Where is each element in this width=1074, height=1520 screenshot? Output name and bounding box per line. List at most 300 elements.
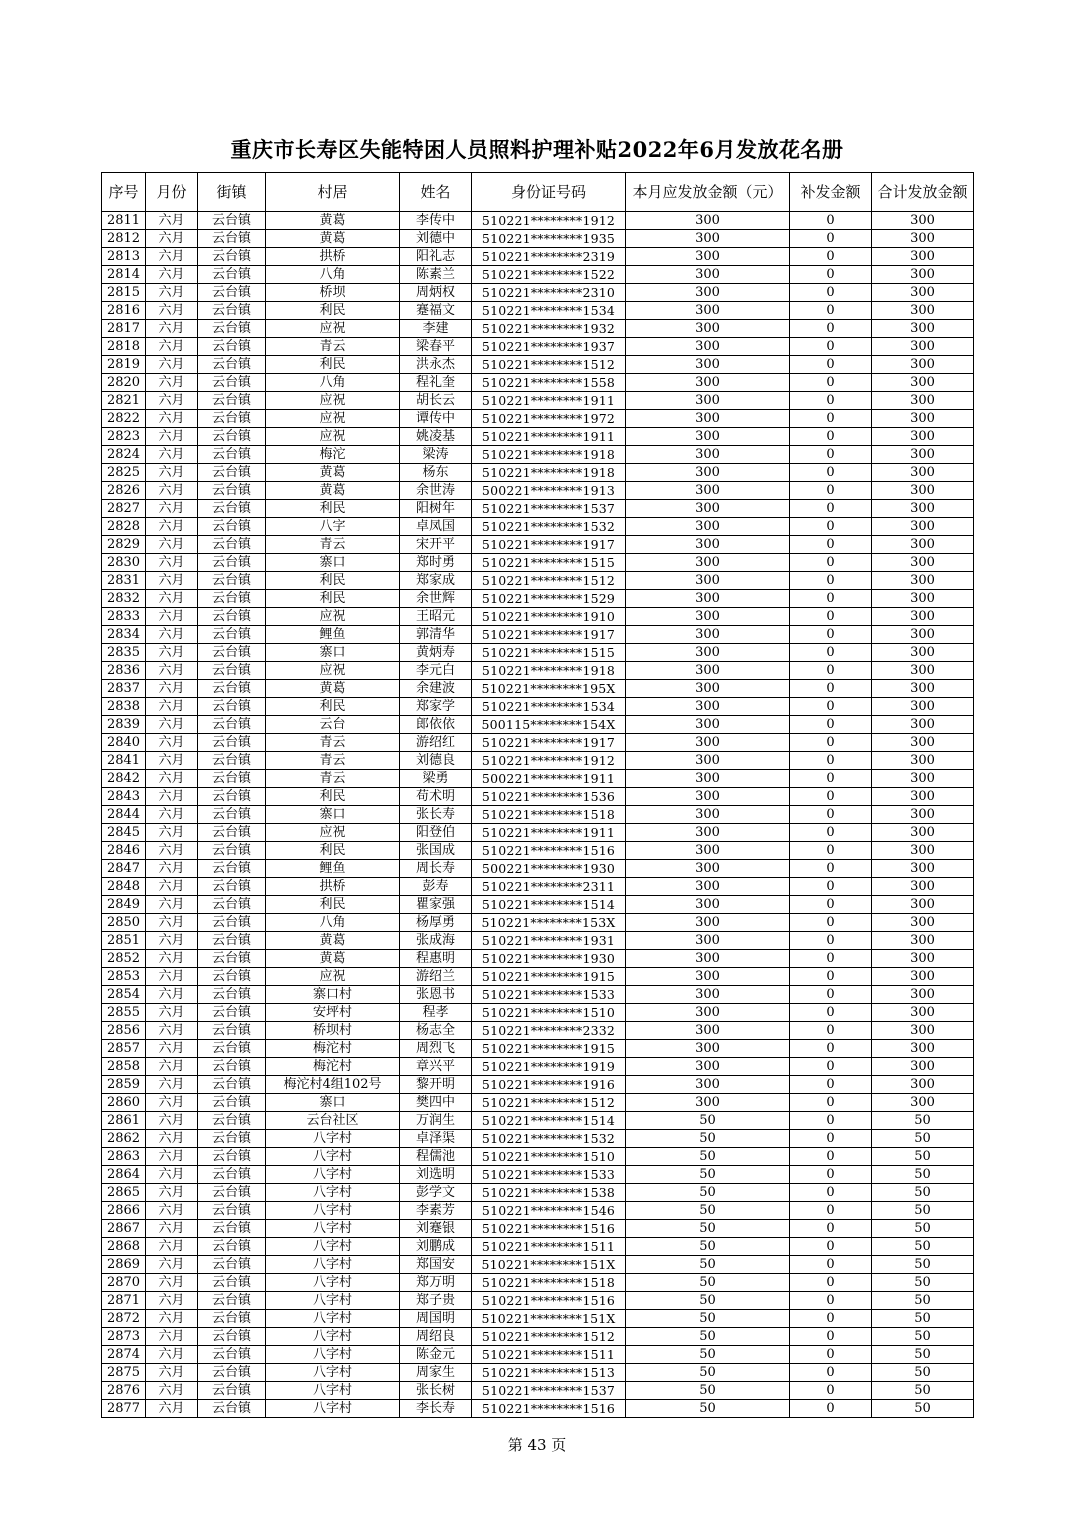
name-cell: 阳礼志 <box>400 248 472 266</box>
reissue-amount-cell: 0 <box>790 626 872 644</box>
village-cell: 八角 <box>266 914 400 932</box>
table-row <box>102 446 974 464</box>
town-cell: 云台镇 <box>198 212 266 230</box>
reissue-amount-cell: 0 <box>790 914 872 932</box>
table-row <box>102 266 974 284</box>
town-cell: 云台镇 <box>198 428 266 446</box>
id-number-cell: 510221********1515 <box>472 644 626 662</box>
reissue-amount-cell: 0 <box>790 770 872 788</box>
total-amount-cell: 300 <box>872 464 974 482</box>
name-cell: 周国明 <box>400 1310 472 1328</box>
due-amount-cell: 300 <box>626 950 790 968</box>
town-cell: 云台镇 <box>198 1328 266 1346</box>
id-number-cell: 510221********2310 <box>472 284 626 302</box>
table-row <box>102 1148 974 1166</box>
seq-cell: 2840 <box>102 734 146 752</box>
total-amount-cell: 300 <box>872 230 974 248</box>
id-number-cell: 510221********1911 <box>472 824 626 842</box>
id-number-cell: 510221********195X <box>472 680 626 698</box>
id-number-cell: 510221********1513 <box>472 1364 626 1382</box>
seq-cell: 2868 <box>102 1238 146 1256</box>
month-cell: 六月 <box>146 1022 198 1040</box>
table-row <box>102 608 974 626</box>
due-amount-cell: 300 <box>626 392 790 410</box>
seq-cell: 2825 <box>102 464 146 482</box>
town-cell: 云台镇 <box>198 842 266 860</box>
village-cell: 青云 <box>266 770 400 788</box>
total-amount-cell: 300 <box>872 1040 974 1058</box>
reissue-amount-cell: 0 <box>790 482 872 500</box>
id-number-cell: 510221********1935 <box>472 230 626 248</box>
seq-cell: 2847 <box>102 860 146 878</box>
reissue-amount-cell: 0 <box>790 878 872 896</box>
reissue-amount-cell: 0 <box>790 1256 872 1274</box>
due-amount-cell: 300 <box>626 320 790 338</box>
table-row <box>102 1058 974 1076</box>
month-cell: 六月 <box>146 536 198 554</box>
total-amount-cell: 300 <box>872 680 974 698</box>
town-cell: 云台镇 <box>198 914 266 932</box>
name-cell: 张国成 <box>400 842 472 860</box>
village-cell: 应祝 <box>266 320 400 338</box>
total-amount-cell: 300 <box>872 500 974 518</box>
reissue-amount-cell: 0 <box>790 932 872 950</box>
due-amount-cell: 300 <box>626 410 790 428</box>
village-cell: 利民 <box>266 356 400 374</box>
month-cell: 六月 <box>146 806 198 824</box>
total-amount-cell: 50 <box>872 1400 974 1418</box>
table-row <box>102 932 974 950</box>
village-cell: 黄葛 <box>266 212 400 230</box>
seq-cell: 2831 <box>102 572 146 590</box>
name-cell: 梁春平 <box>400 338 472 356</box>
due-amount-cell: 300 <box>626 878 790 896</box>
village-cell: 桥坝村 <box>266 1022 400 1040</box>
month-cell: 六月 <box>146 968 198 986</box>
due-amount-cell: 300 <box>626 968 790 986</box>
seq-cell: 2862 <box>102 1130 146 1148</box>
col-header-reissue-amount: 补发金额 <box>790 173 872 212</box>
village-cell: 寨口 <box>266 1094 400 1112</box>
total-amount-cell: 300 <box>872 428 974 446</box>
reissue-amount-cell: 0 <box>790 1022 872 1040</box>
month-cell: 六月 <box>146 212 198 230</box>
town-cell: 云台镇 <box>198 230 266 248</box>
table-row <box>102 392 974 410</box>
table-row <box>102 302 974 320</box>
total-amount-cell: 50 <box>872 1184 974 1202</box>
id-number-cell: 510221********1972 <box>472 410 626 428</box>
name-cell: 彭寿 <box>400 878 472 896</box>
due-amount-cell: 300 <box>626 806 790 824</box>
village-cell: 八字村 <box>266 1148 400 1166</box>
town-cell: 云台镇 <box>198 374 266 392</box>
due-amount-cell: 50 <box>626 1148 790 1166</box>
total-amount-cell: 300 <box>872 896 974 914</box>
seq-cell: 2855 <box>102 1004 146 1022</box>
due-amount-cell: 50 <box>626 1346 790 1364</box>
village-cell: 鲤鱼 <box>266 626 400 644</box>
month-cell: 六月 <box>146 1058 198 1076</box>
village-cell: 应祝 <box>266 824 400 842</box>
seq-cell: 2845 <box>102 824 146 842</box>
seq-cell: 2813 <box>102 248 146 266</box>
table-row <box>102 518 974 536</box>
name-cell: 周绍良 <box>400 1328 472 1346</box>
name-cell: 宋开平 <box>400 536 472 554</box>
table-row <box>102 1238 974 1256</box>
village-cell: 八字村 <box>266 1256 400 1274</box>
month-cell: 六月 <box>146 446 198 464</box>
table-body <box>102 212 974 1418</box>
name-cell: 余世涛 <box>400 482 472 500</box>
id-number-cell: 500221********1911 <box>472 770 626 788</box>
reissue-amount-cell: 0 <box>790 806 872 824</box>
town-cell: 云台镇 <box>198 626 266 644</box>
town-cell: 云台镇 <box>198 1184 266 1202</box>
seq-cell: 2842 <box>102 770 146 788</box>
name-cell: 王昭元 <box>400 608 472 626</box>
month-cell: 六月 <box>146 680 198 698</box>
month-cell: 六月 <box>146 248 198 266</box>
table-row <box>102 968 974 986</box>
reissue-amount-cell: 0 <box>790 662 872 680</box>
due-amount-cell: 300 <box>626 608 790 626</box>
month-cell: 六月 <box>146 518 198 536</box>
town-cell: 云台镇 <box>198 1094 266 1112</box>
table-row <box>102 410 974 428</box>
table-row <box>102 842 974 860</box>
name-cell: 刘德良 <box>400 752 472 770</box>
col-header-seq: 序号 <box>102 173 146 212</box>
due-amount-cell: 300 <box>626 842 790 860</box>
reissue-amount-cell: 0 <box>790 356 872 374</box>
town-cell: 云台镇 <box>198 446 266 464</box>
village-cell: 云台 <box>266 716 400 734</box>
total-amount-cell: 300 <box>872 860 974 878</box>
town-cell: 云台镇 <box>198 572 266 590</box>
village-cell: 利民 <box>266 842 400 860</box>
table-row <box>102 878 974 896</box>
village-cell: 八字村 <box>266 1274 400 1292</box>
village-cell: 八字村 <box>266 1166 400 1184</box>
month-cell: 六月 <box>146 1220 198 1238</box>
reissue-amount-cell: 0 <box>790 752 872 770</box>
due-amount-cell: 50 <box>626 1256 790 1274</box>
due-amount-cell: 50 <box>626 1292 790 1310</box>
total-amount-cell: 300 <box>872 950 974 968</box>
total-amount-cell: 300 <box>872 536 974 554</box>
table-row <box>102 536 974 554</box>
page-number: 第 43 页 <box>507 1436 567 1454</box>
town-cell: 云台镇 <box>198 1166 266 1184</box>
village-cell: 利民 <box>266 500 400 518</box>
name-cell: 程儒池 <box>400 1148 472 1166</box>
total-amount-cell: 300 <box>872 788 974 806</box>
seq-cell: 2843 <box>102 788 146 806</box>
total-amount-cell: 300 <box>872 932 974 950</box>
total-amount-cell: 300 <box>872 968 974 986</box>
month-cell: 六月 <box>146 986 198 1004</box>
id-number-cell: 510221********1533 <box>472 986 626 1004</box>
total-amount-cell: 50 <box>872 1148 974 1166</box>
due-amount-cell: 300 <box>626 212 790 230</box>
seq-cell: 2823 <box>102 428 146 446</box>
seq-cell: 2876 <box>102 1382 146 1400</box>
seq-cell: 2848 <box>102 878 146 896</box>
total-amount-cell: 300 <box>872 302 974 320</box>
id-number-cell: 510221********1918 <box>472 662 626 680</box>
name-cell: 张恩书 <box>400 986 472 1004</box>
total-amount-cell: 300 <box>872 590 974 608</box>
seq-cell: 2860 <box>102 1094 146 1112</box>
table-row <box>102 698 974 716</box>
table-row <box>102 770 974 788</box>
name-cell: 杨志全 <box>400 1022 472 1040</box>
seq-cell: 2849 <box>102 896 146 914</box>
reissue-amount-cell: 0 <box>790 1130 872 1148</box>
name-cell: 李素芳 <box>400 1202 472 1220</box>
reissue-amount-cell: 0 <box>790 716 872 734</box>
due-amount-cell: 300 <box>626 536 790 554</box>
reissue-amount-cell: 0 <box>790 860 872 878</box>
month-cell: 六月 <box>146 1328 198 1346</box>
table-row <box>102 788 974 806</box>
town-cell: 云台镇 <box>198 896 266 914</box>
month-cell: 六月 <box>146 1148 198 1166</box>
seq-cell: 2861 <box>102 1112 146 1130</box>
table-row <box>102 752 974 770</box>
name-cell: 余建波 <box>400 680 472 698</box>
village-cell: 安坪村 <box>266 1004 400 1022</box>
id-number-cell: 510221********1518 <box>472 806 626 824</box>
table-row <box>102 1310 974 1328</box>
month-cell: 六月 <box>146 1166 198 1184</box>
due-amount-cell: 300 <box>626 662 790 680</box>
month-cell: 六月 <box>146 842 198 860</box>
town-cell: 云台镇 <box>198 1130 266 1148</box>
total-amount-cell: 50 <box>872 1220 974 1238</box>
table-row <box>102 554 974 572</box>
reissue-amount-cell: 0 <box>790 590 872 608</box>
town-cell: 云台镇 <box>198 752 266 770</box>
due-amount-cell: 50 <box>626 1112 790 1130</box>
name-cell: 章兴平 <box>400 1058 472 1076</box>
month-cell: 六月 <box>146 338 198 356</box>
due-amount-cell: 300 <box>626 1040 790 1058</box>
reissue-amount-cell: 0 <box>790 1382 872 1400</box>
total-amount-cell: 50 <box>872 1112 974 1130</box>
table-row <box>102 680 974 698</box>
month-cell: 六月 <box>146 1364 198 1382</box>
table-row <box>102 1256 974 1274</box>
reissue-amount-cell: 0 <box>790 1058 872 1076</box>
id-number-cell: 510221********1522 <box>472 266 626 284</box>
name-cell: 胡长云 <box>400 392 472 410</box>
month-cell: 六月 <box>146 860 198 878</box>
seq-cell: 2841 <box>102 752 146 770</box>
id-number-cell: 510221********1515 <box>472 554 626 572</box>
town-cell: 云台镇 <box>198 266 266 284</box>
id-number-cell: 510221********1558 <box>472 374 626 392</box>
town-cell: 云台镇 <box>198 698 266 716</box>
col-header-month: 月份 <box>146 173 198 212</box>
month-cell: 六月 <box>146 914 198 932</box>
month-cell: 六月 <box>146 482 198 500</box>
id-number-cell: 510221********1534 <box>472 302 626 320</box>
name-cell: 郎依依 <box>400 716 472 734</box>
id-number-cell: 510221********151X <box>472 1310 626 1328</box>
table-row <box>102 1040 974 1058</box>
id-number-cell: 510221********1911 <box>472 392 626 410</box>
table-row <box>102 986 974 1004</box>
table-row <box>102 950 974 968</box>
town-cell: 云台镇 <box>198 950 266 968</box>
id-number-cell: 510221********153X <box>472 914 626 932</box>
village-cell: 利民 <box>266 698 400 716</box>
due-amount-cell: 300 <box>626 896 790 914</box>
table-row <box>102 1184 974 1202</box>
seq-cell: 2819 <box>102 356 146 374</box>
seq-cell: 2863 <box>102 1148 146 1166</box>
town-cell: 云台镇 <box>198 482 266 500</box>
month-cell: 六月 <box>146 1094 198 1112</box>
town-cell: 云台镇 <box>198 320 266 338</box>
due-amount-cell: 300 <box>626 788 790 806</box>
total-amount-cell: 300 <box>872 572 974 590</box>
village-cell: 八字村 <box>266 1238 400 1256</box>
reissue-amount-cell: 0 <box>790 950 872 968</box>
village-cell: 八字村 <box>266 1328 400 1346</box>
seq-cell: 2864 <box>102 1166 146 1184</box>
village-cell: 寨口 <box>266 644 400 662</box>
roster-table <box>101 172 974 1418</box>
id-number-cell: 510221********2319 <box>472 248 626 266</box>
reissue-amount-cell: 0 <box>790 572 872 590</box>
seq-cell: 2858 <box>102 1058 146 1076</box>
reissue-amount-cell: 0 <box>790 1040 872 1058</box>
id-number-cell: 510221********1511 <box>472 1238 626 1256</box>
due-amount-cell: 300 <box>626 680 790 698</box>
month-cell: 六月 <box>146 1346 198 1364</box>
col-header-total-amount: 合计发放金额 <box>872 173 974 212</box>
col-header-village: 村居 <box>266 173 400 212</box>
table-row <box>102 1112 974 1130</box>
due-amount-cell: 300 <box>626 644 790 662</box>
village-cell: 拱桥 <box>266 878 400 896</box>
month-cell: 六月 <box>146 1040 198 1058</box>
table-row <box>102 1274 974 1292</box>
reissue-amount-cell: 0 <box>790 1400 872 1418</box>
name-cell: 梁勇 <box>400 770 472 788</box>
village-cell: 鲤鱼 <box>266 860 400 878</box>
reissue-amount-cell: 0 <box>790 464 872 482</box>
id-number-cell: 500221********1930 <box>472 860 626 878</box>
name-cell: 郑国安 <box>400 1256 472 1274</box>
seq-cell: 2822 <box>102 410 146 428</box>
due-amount-cell: 300 <box>626 284 790 302</box>
name-cell: 余世辉 <box>400 590 472 608</box>
id-number-cell: 510221********1917 <box>472 626 626 644</box>
seq-cell: 2812 <box>102 230 146 248</box>
month-cell: 六月 <box>146 230 198 248</box>
month-cell: 六月 <box>146 284 198 302</box>
village-cell: 八角 <box>266 266 400 284</box>
village-cell: 梅沱 <box>266 446 400 464</box>
due-amount-cell: 300 <box>626 914 790 932</box>
town-cell: 云台镇 <box>198 1076 266 1094</box>
month-cell: 六月 <box>146 374 198 392</box>
reissue-amount-cell: 0 <box>790 248 872 266</box>
due-amount-cell: 300 <box>626 1094 790 1112</box>
due-amount-cell: 300 <box>626 356 790 374</box>
village-cell: 青云 <box>266 734 400 752</box>
reissue-amount-cell: 0 <box>790 734 872 752</box>
due-amount-cell: 300 <box>626 338 790 356</box>
total-amount-cell: 300 <box>872 878 974 896</box>
name-cell: 陈素兰 <box>400 266 472 284</box>
village-cell: 应祝 <box>266 662 400 680</box>
reissue-amount-cell: 0 <box>790 320 872 338</box>
month-cell: 六月 <box>146 302 198 320</box>
due-amount-cell: 50 <box>626 1166 790 1184</box>
total-amount-cell: 300 <box>872 608 974 626</box>
reissue-amount-cell: 0 <box>790 1274 872 1292</box>
due-amount-cell: 300 <box>626 860 790 878</box>
seq-cell: 2852 <box>102 950 146 968</box>
col-header-id-number: 身份证号码 <box>472 173 626 212</box>
month-cell: 六月 <box>146 734 198 752</box>
due-amount-cell: 300 <box>626 770 790 788</box>
due-amount-cell: 300 <box>626 500 790 518</box>
town-cell: 云台镇 <box>198 770 266 788</box>
village-cell: 梅沱村 <box>266 1040 400 1058</box>
seq-cell: 2811 <box>102 212 146 230</box>
name-cell: 周烈飞 <box>400 1040 472 1058</box>
table-row <box>102 320 974 338</box>
month-cell: 六月 <box>146 770 198 788</box>
id-number-cell: 510221********1532 <box>472 518 626 536</box>
id-number-cell: 510221********1915 <box>472 968 626 986</box>
reissue-amount-cell: 0 <box>790 1148 872 1166</box>
town-cell: 云台镇 <box>198 554 266 572</box>
id-number-cell: 510221********1918 <box>472 446 626 464</box>
name-cell: 黎开明 <box>400 1076 472 1094</box>
due-amount-cell: 50 <box>626 1310 790 1328</box>
id-number-cell: 510221********1919 <box>472 1058 626 1076</box>
seq-cell: 2835 <box>102 644 146 662</box>
name-cell: 阳树年 <box>400 500 472 518</box>
seq-cell: 2872 <box>102 1310 146 1328</box>
table-row <box>102 1292 974 1310</box>
total-amount-cell: 300 <box>872 374 974 392</box>
town-cell: 云台镇 <box>198 824 266 842</box>
id-number-cell: 510221********1514 <box>472 1112 626 1130</box>
name-cell: 游绍红 <box>400 734 472 752</box>
due-amount-cell: 300 <box>626 1004 790 1022</box>
due-amount-cell: 300 <box>626 1058 790 1076</box>
table-row <box>102 284 974 302</box>
town-cell: 云台镇 <box>198 500 266 518</box>
seq-cell: 2818 <box>102 338 146 356</box>
month-cell: 六月 <box>146 896 198 914</box>
name-cell: 谭传中 <box>400 410 472 428</box>
table-row <box>102 644 974 662</box>
table-row <box>102 248 974 266</box>
id-number-cell: 510221********1514 <box>472 896 626 914</box>
name-cell: 李传中 <box>400 212 472 230</box>
reissue-amount-cell: 0 <box>790 554 872 572</box>
